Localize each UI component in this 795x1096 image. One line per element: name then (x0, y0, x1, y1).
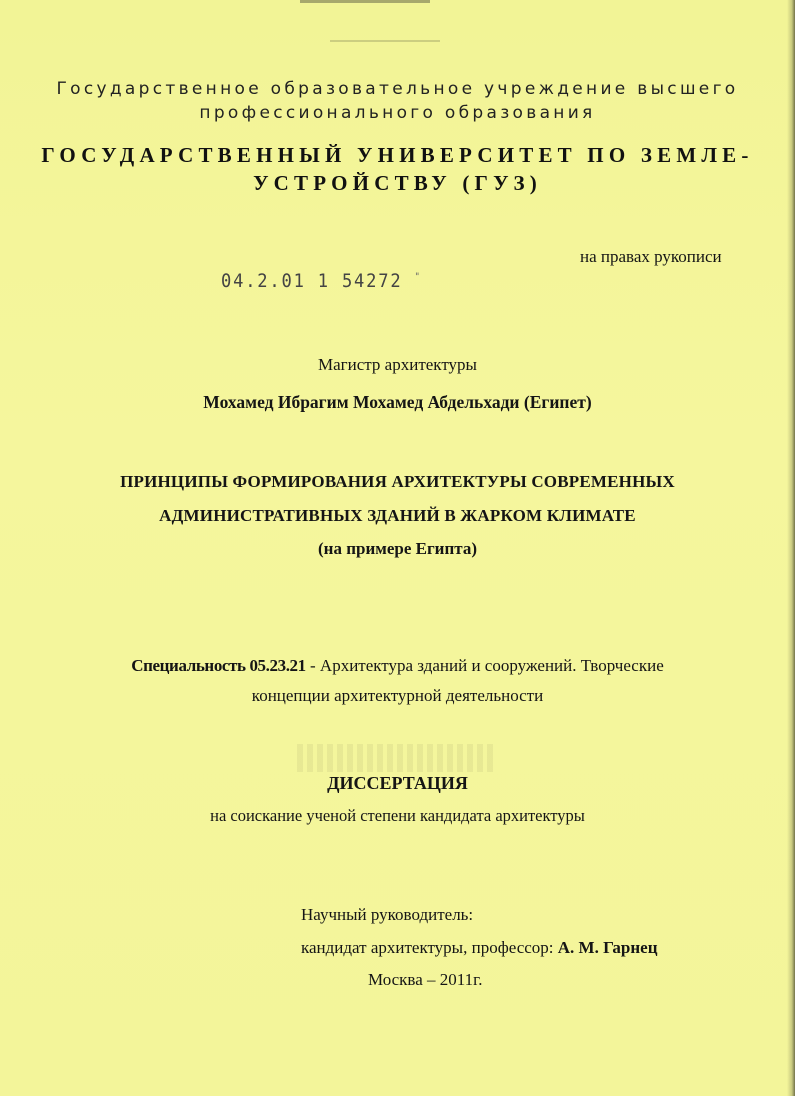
thesis-title-line-2: АДМИНИСТРАТИВНЫХ ЗДАНИЙ В ЖАРКОМ КЛИМАТЕ (159, 506, 636, 525)
thesis-title-line-1: ПРИНЦИПЫ ФОРМИРОВАНИЯ АРХИТЕКТУРЫ СОВРЕМЕННЫХ (120, 472, 675, 491)
manuscript-note: на правах рукописи (580, 247, 722, 266)
scan-edge-top (300, 0, 430, 3)
city-year: Москва – 2011г. (368, 970, 483, 989)
registration-stamp (221, 270, 422, 292)
specialty-line-2: концепции архитектурной деятельности (251, 686, 544, 705)
supervisor-line (301, 938, 658, 958)
supervisor-name: А. М. Гарнец (557, 938, 658, 957)
specialty-label: Специальность 05.23.21 (131, 656, 306, 675)
institution-line-2: профессионального образования (199, 103, 596, 123)
scan-smudge (330, 40, 440, 42)
specialty-line-1 (0, 656, 795, 676)
registration-mark: " (414, 271, 422, 283)
institution-line-1: Государственное образовательное учреждение высшего (56, 79, 739, 99)
supervisor-label: Научный руководитель: (301, 905, 474, 924)
dissertation-heading: ДИССЕРТАЦИЯ (327, 773, 468, 793)
university-line-2: УСТРОЙСТВУ (ГУЗ) (253, 171, 542, 195)
author-name: Мохамед Ибрагим Мохамед Абдельхади (Египет) (203, 392, 592, 412)
author-degree: Магистр архитектуры (318, 355, 477, 374)
registration-code: 04.2.01 1 54272 (221, 270, 403, 292)
thesis-subtitle: (на примере Египта) (318, 539, 477, 558)
university-line-1: ГОСУДАРСТВЕННЫЙ УНИВЕРСИТЕТ ПО ЗЕМЛЕ- (41, 143, 754, 167)
supervisor-title: кандидат архитектуры, профессор: (301, 938, 558, 957)
specialty-text-1: - Архитектура зданий и сооружений. Творческие (305, 656, 664, 675)
dissertation-purpose: на соискание ученой степени кандидата архитектуры (210, 806, 585, 825)
bleed-through-mark (297, 744, 497, 772)
